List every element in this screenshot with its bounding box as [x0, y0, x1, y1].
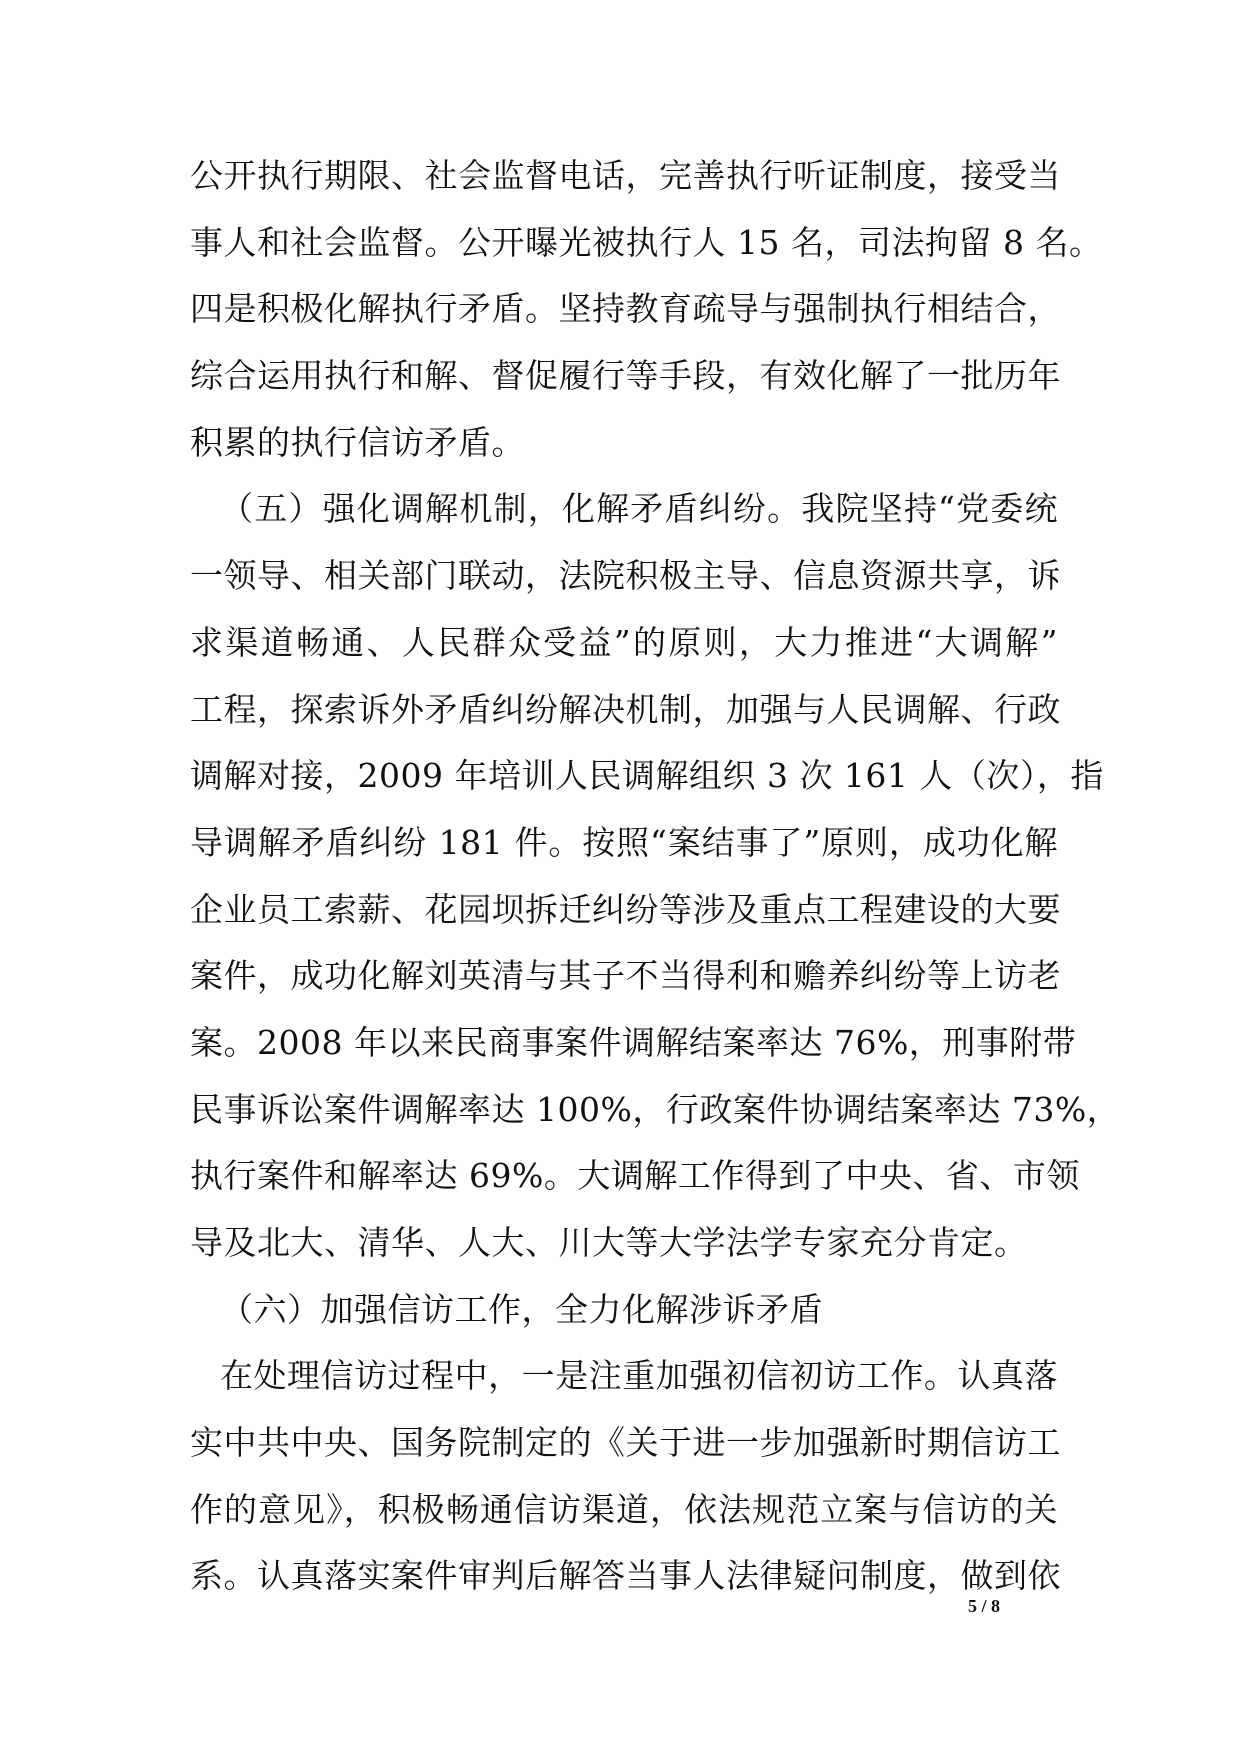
text-line: 一领导、相关部门联动，法院积极主导、信息资源共享，诉	[190, 556, 1061, 596]
text-line: 积累的执行信访矛盾。	[190, 422, 525, 462]
text-line: 执行案件和解率达 69%。大调解工作得到了中央、省、市领	[190, 1156, 1080, 1196]
text-line: 导及北大、清华、人大、川大等大学法学专家充分肯定。	[190, 1223, 1028, 1262]
text-line: 案件，成功化解刘英清与其子不当得利和赡养纠纷等上访老	[190, 956, 1061, 996]
text-line: 四是积极化解执行矛盾。坚持教育疏导与强制执行相结合，	[190, 289, 1061, 329]
text-line: 求渠道畅通、人民群众受益”的原则，大力推进“大调解”	[190, 622, 1058, 662]
page-number: 5 / 8	[968, 1596, 1001, 1616]
text-line: 案。2008 年以来民商事案件调解结案率达 76%，刑事附带	[190, 1022, 1077, 1062]
text-line: 民事诉讼案件调解率达 100%，行政案件协调结案率达 73%，	[190, 1089, 1121, 1129]
text-line: 作的意见》，积极畅通信访渠道，依法规范立案与信访的关	[190, 1489, 1058, 1529]
body-text	[190, 143, 1121, 1610]
section-heading-five: （五）强化调解机制，化解矛盾纠纷。我院坚持“党委统	[220, 489, 1058, 529]
section-heading-six: （六）加强信访工作，全力化解涉诉矛盾	[220, 1289, 823, 1329]
text-line: 在处理信访过程中，一是注重加强初信初访工作。认真落	[220, 1356, 1058, 1396]
text-line: 公开执行期限、社会监督电话，完善执行听证制度，接受当	[190, 156, 1061, 195]
text-line: 企业员工索薪、花园坝拆迁纠纷等涉及重点工程建设的大要	[190, 889, 1061, 929]
text-line: 综合运用执行和解、督促履行等手段，有效化解了一批历年	[190, 356, 1061, 396]
text-line: 调解对接，2009 年培训人民调解组织 3 次 161 人（次），指	[190, 756, 1104, 796]
text-line: 事人和社会监督。公开曝光被执行人 15 名，司法拘留 8 名。	[190, 222, 1103, 262]
text-line: 工程，探索诉外矛盾纠纷解决机制，加强与人民调解、行政	[190, 689, 1061, 729]
text-line: 系。认真落实案件审判后解答当事人法律疑问制度，做到依	[190, 1556, 1061, 1596]
text-line: 实中共中央、国务院制定的《关于进一步加强新时期信访工	[190, 1423, 1061, 1463]
text-line: 导调解矛盾纠纷 181 件。按照“案结事了”原则，成功化解	[190, 822, 1058, 862]
